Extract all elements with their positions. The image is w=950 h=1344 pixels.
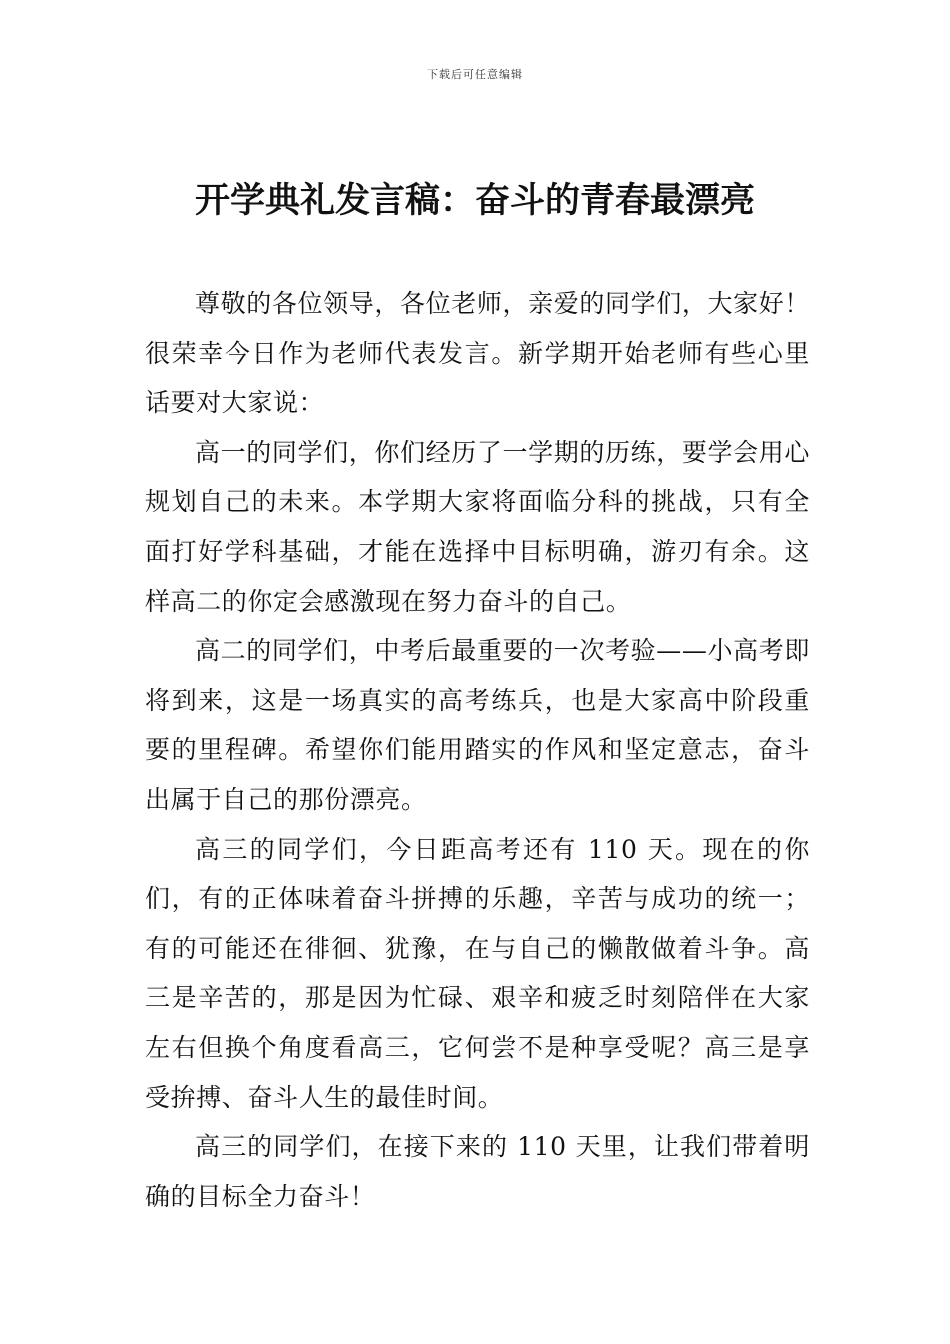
paragraph-closing: 高三的同学们，在接下来的 110 天里，让我们带着明确的目标全力奋斗！ bbox=[145, 1132, 810, 1211]
paragraph-grade-three: 高三的同学们，今日距高考还有 110 天。现在的你们，有的正体味着奋斗拼搏的乐趣，辛苦与成功的统一；有的可能还在徘徊、犹豫，在与自己的懒散做着斗争。高三是辛苦的，那是因为忙碌、艰辛和疲乏时刻陪伴在大家左右但换个角度看高三，它何尝不是种享受呢？高三是享受拚搏、奋斗人生的最佳时间。 bbox=[145, 834, 810, 1112]
paragraph-greeting: 尊敬的各位领导，各位老师，亲爱的同学们，大家好！很荣幸今日作为老师代表发言。新学期开始老师有些心里话要对大家说： bbox=[145, 289, 810, 418]
paragraph-grade-one: 高一的同学们，你们经历了一学期的历练，要学会用心规划自己的未来。本学期大家将面临分科的挑战，只有全面打好学科基础，才能在选择中目标明确，游刃有余。这样高二的你定会感激现在努力奋斗的自己。 bbox=[145, 437, 810, 616]
header-note: 下载后可任意编辑 bbox=[427, 68, 523, 81]
document-body bbox=[145, 279, 810, 1221]
document-title: 开学典礼发言稿：奋斗的青春最漂亮 bbox=[194, 181, 755, 221]
paragraph-grade-two: 高二的同学们，中考后最重要的一次考验——小高考即将到来，这是一场真实的高考练兵，也是大家高中阶段重要的里程碑。希望你们能用踏实的作风和坚定意志，奋斗出属于自己的那份漂亮。 bbox=[145, 636, 810, 814]
